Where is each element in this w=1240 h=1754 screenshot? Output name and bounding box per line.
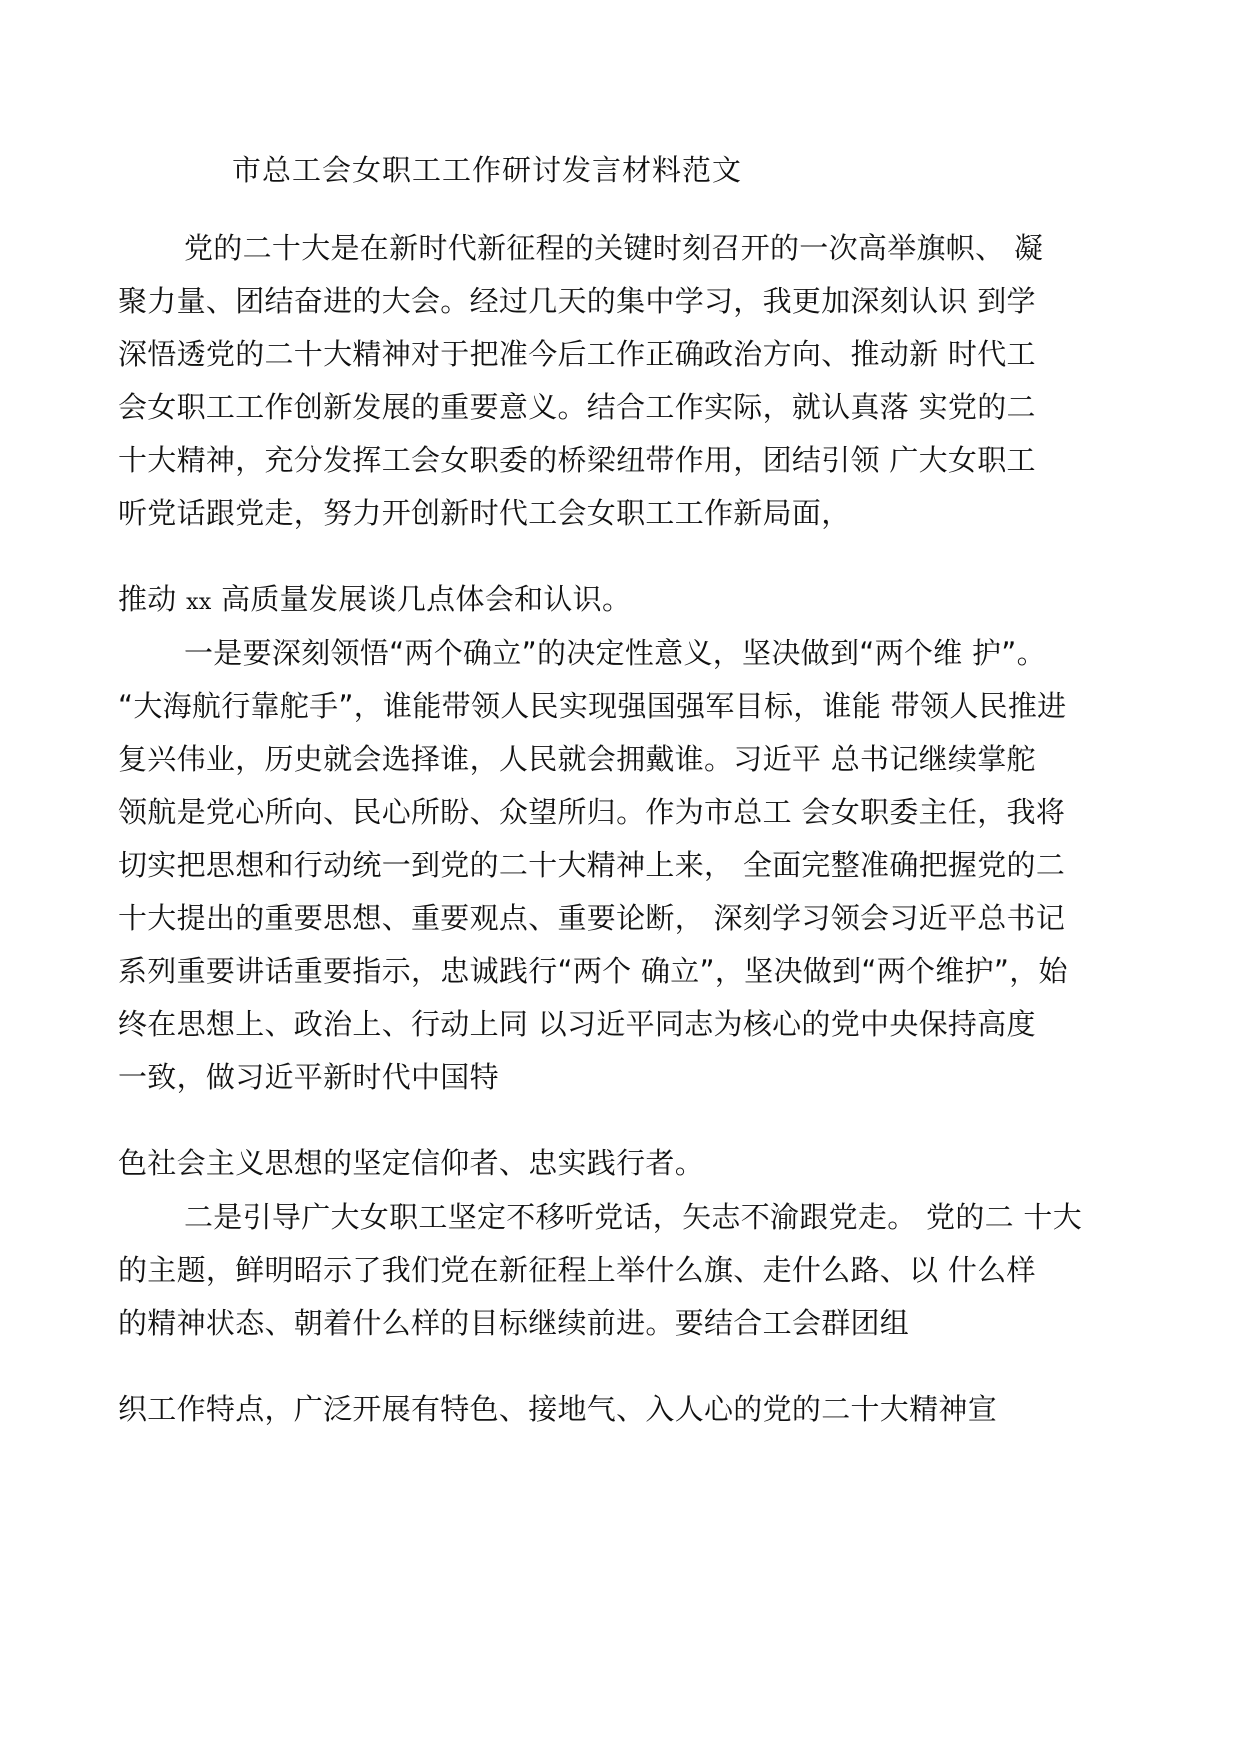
paragraph-line: 一致，做习近平新时代中国特 <box>118 1060 499 1094</box>
paragraph-line: 十大提出的重要思想、重要观点、重要论断， 深刻学习领会习近平总书记 <box>118 901 1066 935</box>
paragraph-line: 切实把思想和行动统一到党的二十大精神上来， 全面完整准确把握党的二 <box>118 848 1066 882</box>
paragraph-line: 一是要深刻领悟“两个确立”的决定性意义，坚决做到“两个维 护”。 <box>184 636 1046 670</box>
paragraph-line: 系列重要讲话重要指示，忠诚践行“两个 确立”，坚决做到“两个维护”，始 <box>118 954 1068 988</box>
placeholder-text: xx <box>186 590 212 615</box>
paragraph-text: 推动 <box>118 582 187 616</box>
paragraph-line: 织工作特点，广泛开展有特色、接地气、入人心的党的二十大精神宣 <box>118 1392 998 1426</box>
document-title: 市总工会女职工工作研讨发言材料范文 <box>232 153 743 187</box>
paragraph-line: 复兴伟业，历史就会选择谁，人民就会拥戴谁。习近平 总书记继续掌舵 <box>118 742 1036 776</box>
paragraph-line: 色社会主义思想的坚定信仰者、忠实践行者。 <box>118 1146 705 1180</box>
paragraph-line: 深悟透党的二十大精神对于把准今后工作正确政治方向、推动新 时代工 <box>118 337 1036 371</box>
paragraph-line: 党的二十大是在新时代新征程的关键时刻召开的一次高举旗帜、 凝 <box>184 231 1044 265</box>
paragraph-line: 二是引导广大女职工坚定不移听党话，矢志不渝跟党走。 党的二 十大 <box>184 1200 1083 1234</box>
paragraph-line: 会女职工工作创新发展的重要意义。结合工作实际，就认真落 实党的二 <box>118 390 1036 424</box>
paragraph-2 <box>118 579 1128 623</box>
paragraph-line: “大海航行靠舵手”，谁能带领人民实现强国强军目标，谁能 带领人民推进 <box>118 689 1067 723</box>
paragraph-line: 领航是党心所向、民心所盼、众望所归。作为市总工 会女职委主任，我将 <box>118 795 1066 829</box>
paragraph-line: 听党话跟党走，努力开创新时代工会女职工工作新局面， <box>118 496 851 530</box>
paragraph-line: 十大精神，充分发挥工会女职委的桥梁纽带作用，团结引领 广大女职工 <box>118 443 1036 477</box>
paragraph-line: 终在思想上、政治上、行动上同 以习近平同志为核心的党中央保持高度 <box>118 1007 1036 1041</box>
paragraph-line: 聚力量、团结奋进的大会。经过几天的集中学习，我更加深刻认识 到学 <box>118 284 1036 318</box>
paragraph-line: 的主题，鲜明昭示了我们党在新征程上举什么旗、走什么路、以 什么样 <box>118 1253 1036 1287</box>
paragraph-text: 高质量发展谈几点体会和认识。 <box>211 582 632 616</box>
paragraph-line: 的精神状态、朝着什么样的目标继续前进。要结合工会群团组 <box>118 1306 910 1340</box>
